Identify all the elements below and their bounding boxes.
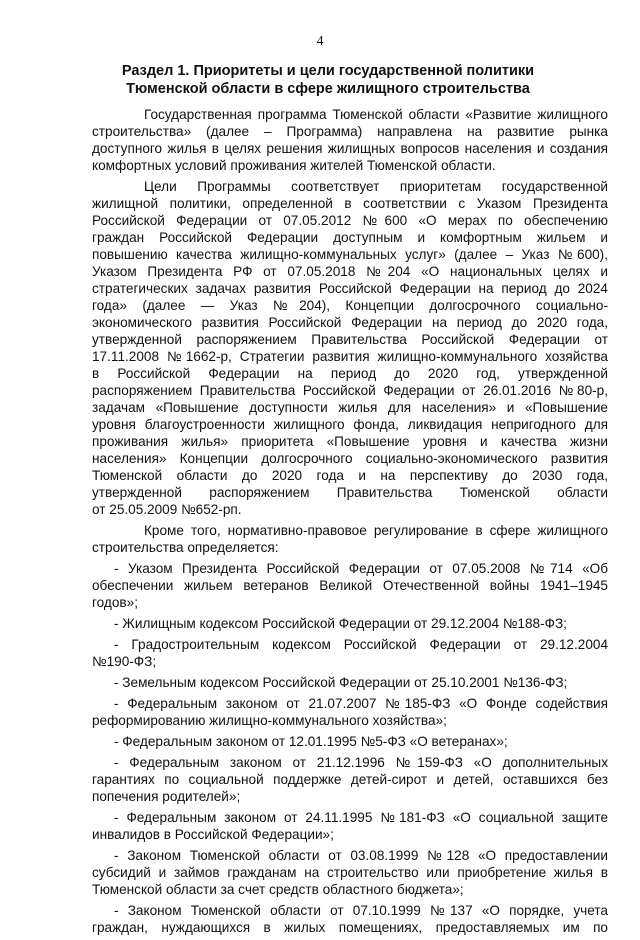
text-line: Цели Программы соответствует приоритетам государственной	[144, 179, 608, 194]
section-heading-line: Тюменской области в сфере жилищного строительства	[126, 81, 530, 97]
text-line: Государственная программа Тюменской области «Развитие жилищного	[144, 107, 608, 122]
list-item	[92, 674, 608, 691]
text-line: Указом Президента РФ от 07.05.2018 №204 «О национальных целях и	[92, 264, 608, 279]
paragraph	[92, 522, 608, 556]
text-line: населения» Концепции долгосрочного социально-экономического развития	[92, 451, 608, 466]
text-line: №190-ФЗ;	[92, 654, 157, 669]
text-line: субсидий и займов гражданам на строительство или приобретение жилья в	[92, 865, 608, 880]
text-line: уровня благоустроенности жилищного фонда, ликвидация непригодного для	[92, 417, 608, 432]
text-line: года» (далее — Указ №204), Концепции долгосрочного социально-	[92, 298, 608, 313]
text-line: - Федеральным законом от 24.11.1995 №181-ФЗ «О социальной защите	[114, 810, 608, 825]
list-item	[92, 847, 608, 898]
text-line: попечения родителей»;	[92, 789, 241, 804]
text-line: строительства» (далее – Программа) направлена на развитие рынка	[92, 124, 608, 139]
text-line: Кроме того, нормативно-правовое регулирование в сфере жилищного	[144, 523, 608, 538]
text-line: от 25.05.2009 №652-рп.	[92, 502, 242, 517]
paragraph	[92, 106, 608, 174]
paragraph-group	[92, 106, 608, 556]
list-item	[92, 902, 608, 936]
text-line: Российской Федерации от 07.05.2012 №600 «О мерах по обеспечению	[92, 213, 608, 228]
paragraph	[92, 178, 608, 518]
list-item	[92, 754, 608, 805]
text-line: жилищной политики, определенной в соответствии с Указом Президента	[92, 196, 608, 211]
section-heading-line: Раздел 1. Приоритеты и цели государственной политики	[121, 63, 535, 79]
text-line: строительства определяется:	[92, 540, 279, 555]
text-line: - Федеральным законом от 21.12.1996 №159-ФЗ «О дополнительных	[114, 755, 608, 770]
text-line: Тюменской области до 2020 года и на перспективу до 2030 года,	[92, 468, 608, 483]
text-line: годов»;	[92, 595, 138, 610]
legal-acts-list	[92, 560, 608, 936]
text-line: утвержденной распоряжением Правительства Российской Федерации от	[92, 332, 608, 347]
text-line: Тюменской области за счет средств областного бюджета»;	[92, 882, 464, 897]
text-line: - Федеральным законом от 12.01.1995 №5-ФЗ «О ветеранах»;	[114, 734, 508, 749]
text-line: граждан, нуждающихся в жилых помещениях, предоставляемых им по	[92, 920, 608, 935]
section-heading	[88, 62, 568, 98]
page-number: 4	[316, 34, 324, 49]
body-text	[92, 106, 608, 940]
text-line: проживания жилья» приоритета «Повышение уровня и качества жизни	[92, 434, 608, 449]
text-line: экономического развития Российской Федерации на период до 2020 года,	[92, 315, 608, 330]
text-line: повышению качества жилищно-коммунальных услуг» (далее – Указ №600),	[92, 247, 608, 262]
text-line: гарантиях по социальной поддержке детей-сирот и детей, оставшихся без	[92, 772, 608, 787]
list-item	[92, 615, 608, 632]
list-item	[92, 560, 608, 611]
text-line: - Градостроительным кодексом Российской Федерации от 29.12.2004	[114, 637, 608, 652]
text-line: утвержденной распоряжением Правительства Тюменской области	[92, 485, 608, 500]
text-line: - Федеральным законом от 21.07.2007 №185-ФЗ «О Фонде содействия	[114, 696, 608, 711]
text-line: в Российской Федерации на период до 2020 год, утвержденной	[92, 366, 608, 381]
text-line: - Законом Тюменской области от 07.10.1999 №137 «О порядке, учета	[114, 903, 608, 918]
text-line: комфортных условий проживания жителей Тюменской области.	[92, 158, 496, 173]
text-line: распоряжением Правительства Российской Федерации от 26.01.2016 №80-р,	[92, 383, 608, 398]
text-line: обеспечении жильем ветеранов Великой Отечественной войны 1941–1945	[92, 578, 608, 593]
text-line: 17.11.2008 №1662-р, Стратегии развития жилищно-коммунального хозяйства	[92, 349, 608, 364]
text-line: - Законом Тюменской области от 03.08.1999 №128 «О предоставлении	[114, 848, 608, 863]
text-line: задачам «Повышение доступности жилья для населения» и «Повышение	[92, 400, 608, 415]
list-item	[92, 695, 608, 729]
list-item	[92, 636, 608, 670]
text-line: стратегических задачах развития Российской Федерации на период до 2024	[92, 281, 608, 296]
text-line: граждан Российской Федерации доступным и комфортным жильем и	[92, 230, 608, 245]
text-line: - Указом Президента Российской Федерации от 07.05.2008 №714 «Об	[114, 561, 608, 576]
text-line: реформированию жилищно-коммунального хозяйства»;	[92, 713, 447, 728]
text-line: доступного жилья в целях решения жилищных вопросов населения и создания	[92, 141, 608, 156]
list-item	[92, 733, 608, 750]
list-item	[92, 809, 608, 843]
text-line: инвалидов в Российской Федерации»;	[92, 827, 334, 842]
text-line: - Жилищным кодексом Российской Федерации от 29.12.2004 №188-ФЗ;	[114, 616, 567, 631]
text-line: - Земельным кодексом Российской Федерации от 25.10.2001 №136-ФЗ;	[114, 675, 568, 690]
